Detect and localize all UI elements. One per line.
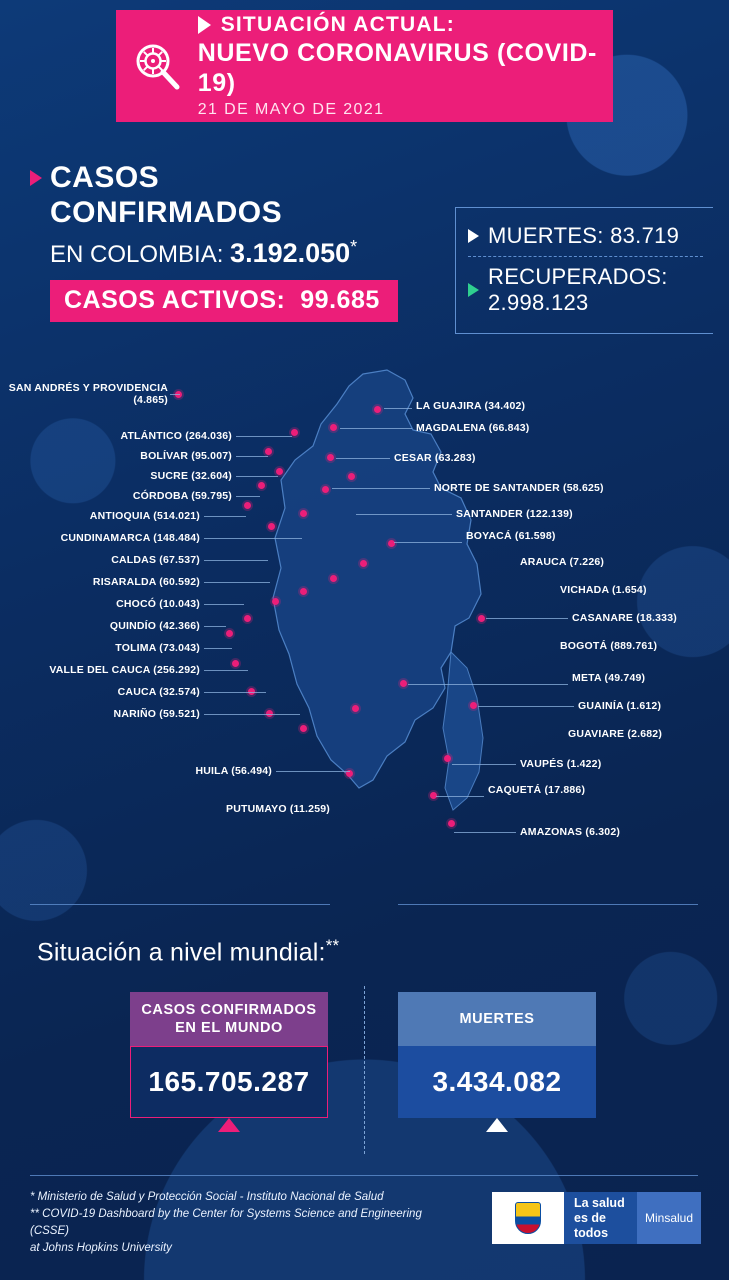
dept-value: (66.843) [488,422,530,434]
dept-label-la-guajira [416,400,525,412]
dept-value: (7.226) [569,556,605,568]
colombia-summary [30,160,450,322]
map-dot [330,575,337,582]
footnotes [30,1189,460,1257]
dept-name: AMAZONAS [520,826,583,838]
dept-value: (1.654) [611,584,647,596]
active-cases-value: 99.685 [300,286,380,314]
dept-value: (63.283) [434,452,476,464]
leader-line [236,456,268,457]
map-dot [265,448,272,455]
dept-label-valle-del-cauca [0,664,200,676]
leader-line [452,764,516,765]
dept-label-bogota [560,640,657,652]
map-dot [226,630,233,637]
dept-value: (17.886) [544,784,586,796]
dept-name: ANTIOQUIA [89,510,151,522]
dept-value: (10.043) [159,598,200,610]
world-confirmed-value: 165.705.287 [130,1046,328,1118]
dept-value: (1.422) [566,758,602,770]
recovered-label: RECUPERADOS: 2.998.123 [488,264,668,315]
world-title-asterisks: ** [325,936,340,955]
dept-value: (1.612) [626,700,662,712]
leader-line [394,542,462,543]
confirmados-label: CONFIRMADOS [50,196,283,229]
dept-name: CESAR [394,452,432,464]
dept-label-magdalena [416,422,530,434]
dept-value: (49.749) [604,672,646,684]
dept-value: (95.007) [191,450,232,462]
dept-value: (122.139) [526,508,573,520]
colombia-confirmed-value: 3.192.050 [230,238,351,268]
map-dot [268,523,275,530]
logo-line-2: es de todos [574,1210,609,1240]
dept-label-tolima [0,642,200,654]
leader-line [486,618,568,619]
map-dot [330,424,337,431]
leader-line [204,582,270,583]
dept-name: BOYACÁ [466,530,512,542]
dept-value: (59.795) [191,490,232,502]
dept-name: SUCRE [150,470,189,482]
leader-line [408,684,568,685]
world-deaths-value: 3.434.082 [398,1046,596,1118]
colombia-shield-icon [492,1192,564,1244]
leader-line [204,670,248,671]
header-title: NUEVO CORONAVIRUS (COVID-19) [197,39,597,97]
section-divider-top-right [398,904,698,905]
header-arrow-icon [198,16,211,34]
dept-name: VICHADA [560,584,609,596]
dept-value: (73.043) [159,642,200,654]
leader-line [236,436,292,437]
dept-value: (67.537) [159,554,200,566]
deaths-recovered-panel [455,207,713,334]
colombia-map [0,360,729,900]
map-dot [232,660,239,667]
dept-label-quindio [0,620,200,632]
deaths-row [456,218,713,254]
dept-label-cauca [0,686,200,698]
dept-value: (256.292) [153,664,200,676]
header-date: 21 DE MAYO DE 2021 [197,101,385,118]
leader-line [384,408,412,409]
leader-line [454,832,516,833]
map-dot [352,705,359,712]
minsalud-logo: Minsalud [637,1192,701,1244]
world-deaths-head-1: MUERTES [459,1011,535,1027]
dept-label-casanare [572,612,677,624]
dept-value: (11.259) [289,803,330,815]
dept-name: BOGOTÁ [560,640,608,652]
dept-value: (18.333) [636,612,677,624]
map-dot [448,820,455,827]
world-deaths-header [398,992,596,1046]
leader-line [204,516,246,517]
dept-name: CUNDINAMARCA [60,532,151,544]
section-divider-bottom [30,1175,698,1176]
dept-label-vaupes [520,758,601,770]
dept-value: (60.592) [159,576,200,588]
casos-label: CASOS [50,161,160,194]
dept-label-amazonas [520,826,620,838]
dept-label-san-andres [0,382,168,406]
dept-label-guainia [578,700,661,712]
leader-line [204,538,302,539]
white-triangle-icon [468,229,479,243]
dept-label-caqueta [488,784,585,796]
dept-name: TOLIMA [115,642,157,654]
leader-line [204,604,244,605]
map-dot [327,454,334,461]
footnote-2: ** COVID-19 Dashboard by the Center for Systems Science and Engineering (CSSE) [30,1208,422,1237]
dept-value: (42.366) [159,620,200,632]
colombia-confirmed-line [50,230,450,272]
dept-name: GUAVIARE [568,728,625,740]
dept-name: NORTE DE SANTANDER [434,482,560,494]
leader-line [332,488,430,489]
dept-label-antioquia [0,510,200,522]
dept-label-vichada [560,584,647,596]
dept-value: (34.402) [484,400,526,412]
dept-label-cordoba [0,490,232,502]
world-confirmed-header [130,992,328,1046]
dept-label-boyaca [466,530,556,542]
map-dot [478,615,485,622]
dept-label-atlantico [0,430,232,442]
map-dot [244,502,251,509]
dept-label-sucre [0,470,232,482]
leader-line [204,714,300,715]
dept-name: NARIÑO [113,708,157,720]
map-dot [272,598,279,605]
map-dot [348,473,355,480]
map-dot [360,560,367,567]
en-colombia-prefix: EN COLOMBIA: [50,241,231,268]
pink-up-triangle-icon [218,1118,240,1132]
dept-label-cundinamarca [0,532,200,544]
leader-line [276,771,350,772]
dept-label-arauca [520,556,604,568]
dept-value: (56.494) [231,765,272,777]
dept-value: (6.302) [585,826,621,838]
footnote-3: at Johns Hopkins University [30,1242,172,1254]
dept-name: PUTUMAYO [226,803,287,815]
world-confirmed-head-1: CASOS CONFIRMADOS [141,1002,317,1018]
recovered-row [456,259,713,321]
header-eyebrow: SITUACIÓN ACTUAL: [220,13,455,36]
dept-value: (4.865) [133,394,168,406]
map-dot [300,588,307,595]
ministry-logo-bar [492,1192,701,1244]
dept-name: HUILA [195,765,229,777]
dept-name: CAUCA [117,686,157,698]
confirmed-asterisk: * [350,237,358,257]
dept-name: CALDAS [111,554,157,566]
dept-value: (264.036) [185,430,232,442]
white-up-triangle-icon [486,1118,508,1132]
leader-line [340,428,412,429]
pink-triangle-icon [30,170,42,186]
dept-label-narino [0,708,200,720]
dept-name: SAN ANDRÉS Y PROVIDENCIA [8,382,168,394]
map-dot [291,429,298,436]
leader-line [204,626,226,627]
dept-name: CAQUETÁ [488,784,542,796]
world-confirmed-head-2: EN EL MUNDO [175,1020,283,1036]
dept-value: (32.574) [159,686,200,698]
footnote-1: * Ministerio de Salud y Protección Social - Instituto Nacional de Salud [30,1191,384,1203]
dept-name: QUINDÍO [109,620,157,632]
leader-line [236,496,260,497]
map-dot [244,615,251,622]
leader-line [204,692,266,693]
map-dot [400,680,407,687]
leader-line [170,394,180,395]
dept-name: META [572,672,602,684]
dept-name: MAGDALENA [416,422,486,434]
dept-name: ARAUCA [520,556,567,568]
dept-name: GUAINÍA [578,700,624,712]
dept-label-meta [572,672,645,684]
dept-label-santander [456,508,573,520]
dept-name: BOLÍVAR [140,450,189,462]
leader-line [336,458,390,459]
la-salud-es-de-todos-logo [564,1192,637,1244]
dept-label-cesar [394,452,476,464]
dept-value: (2.682) [627,728,663,740]
virus-magnifier-icon [116,10,198,122]
leader-line [356,514,452,515]
dept-label-putumayo [0,803,330,815]
dept-label-choco [0,598,200,610]
world-deaths-card [398,992,596,1118]
world-confirmed-card [130,992,328,1118]
dept-value: (148.484) [153,532,200,544]
dept-value: (59.521) [159,708,200,720]
leader-line [204,648,232,649]
dept-value: (514.021) [153,510,200,522]
header-banner [116,10,613,122]
map-dot [300,510,307,517]
world-cards [130,992,610,1152]
dept-name: CHOCÓ [116,598,157,610]
map-dot [258,482,265,489]
dept-value: (58.625) [563,482,604,494]
logo-line-1: La salud [574,1195,625,1210]
dept-label-caldas [0,554,200,566]
green-triangle-icon [468,283,479,297]
active-cases-label: CASOS ACTIVOS: [64,286,286,314]
dept-value: (32.604) [191,470,232,482]
map-dot [374,406,381,413]
leader-line [236,476,278,477]
dept-name: RISARALDA [92,576,157,588]
dept-label-huila [0,765,272,777]
map-dot [444,755,451,762]
map-dot [322,486,329,493]
section-divider-top [30,904,330,905]
map-dot [470,702,477,709]
leader-line [204,560,268,561]
colombia-map-shape [255,368,505,878]
dept-label-bolivar [0,450,232,462]
dept-label-guaviare [568,728,662,740]
dept-label-risaralda [0,576,200,588]
world-section-title [37,936,339,967]
dept-value: (61.598) [514,530,556,542]
dept-value: (889.761) [610,640,658,652]
dept-name: ATLÁNTICO [120,430,183,442]
map-dot [276,468,283,475]
panel-divider [468,256,703,257]
deaths-label: MUERTES: 83.719 [488,223,680,248]
world-title-text: Situación a nivel mundial: [37,938,326,967]
dept-name: CÓRDOBA [132,490,189,502]
dept-label-norte-de-santander [434,482,604,494]
dept-name: VAUPÉS [520,758,564,770]
dept-name: LA GUAJIRA [416,400,482,412]
map-dot [300,725,307,732]
dept-name: VALLE DEL CAUCA [49,664,151,676]
leader-line [436,796,484,797]
dept-name: SANTANDER [456,508,523,520]
active-cases-badge [50,280,398,322]
dept-name: CASANARE [572,612,634,624]
leader-line [478,706,574,707]
